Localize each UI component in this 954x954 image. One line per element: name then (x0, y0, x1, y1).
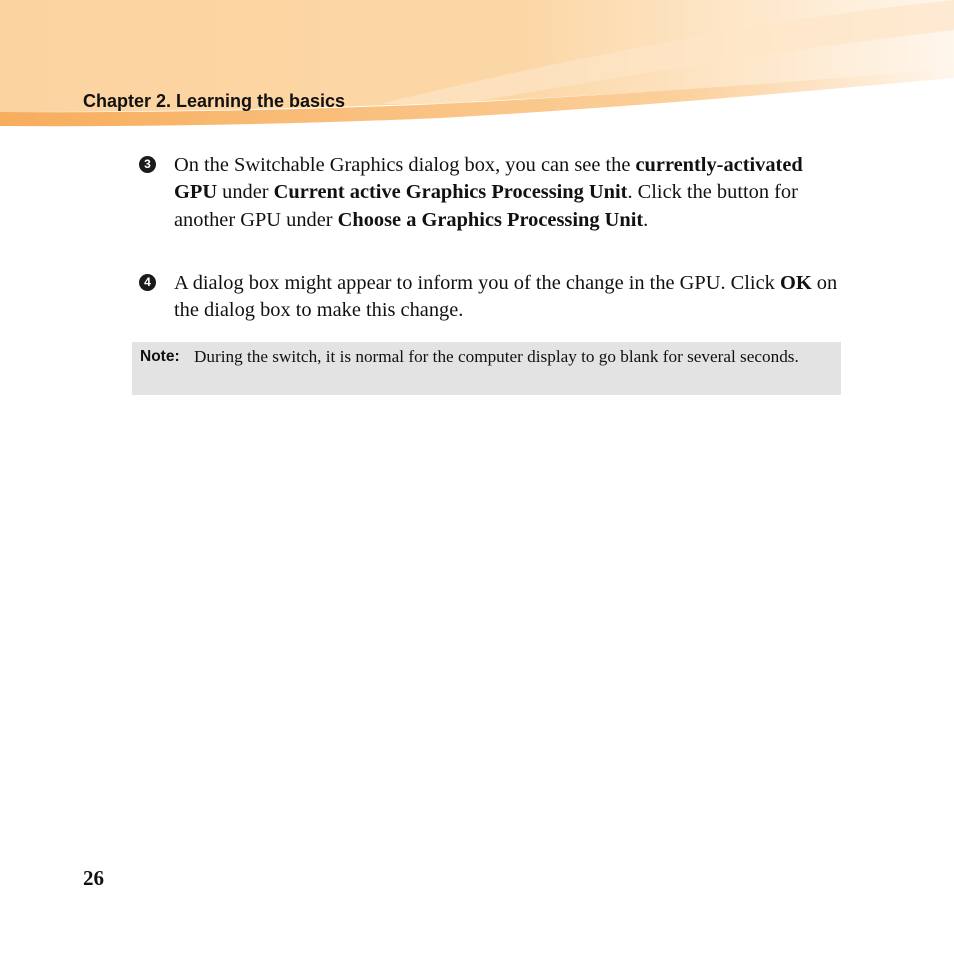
bold-term: Current active Graphics Processing Unit (273, 181, 628, 204)
note-text: During the switch, it is normal for the computer display to go blank for several seconds. (194, 347, 799, 366)
note-label: Note: (140, 348, 180, 365)
step-number-badge: 3 (139, 156, 156, 173)
note-box (132, 342, 841, 395)
text-run: under (217, 181, 274, 204)
step-text (174, 270, 839, 325)
step-number-badge: 4 (139, 274, 156, 291)
text-run: . (643, 208, 649, 231)
page-number: 26 (83, 866, 104, 890)
bold-term: currently-activated GPU (174, 154, 803, 204)
bold-term: Choose a Graphics Processing Unit (337, 208, 644, 231)
text-run: On the Switchable Graphics dialog box, you can see the (174, 154, 636, 176)
chapter-title: Chapter 2. Learning the basics (83, 91, 346, 111)
step-text (174, 152, 839, 234)
text-run: . Click the button for another GPU under (174, 181, 798, 231)
text-run: on the dialog box to make this change. (174, 272, 838, 322)
text-run: A dialog box might appear to inform you of the change in the GPU. Click (174, 272, 780, 294)
chapter-header-band (0, 0, 954, 132)
bold-term: OK (779, 272, 812, 294)
